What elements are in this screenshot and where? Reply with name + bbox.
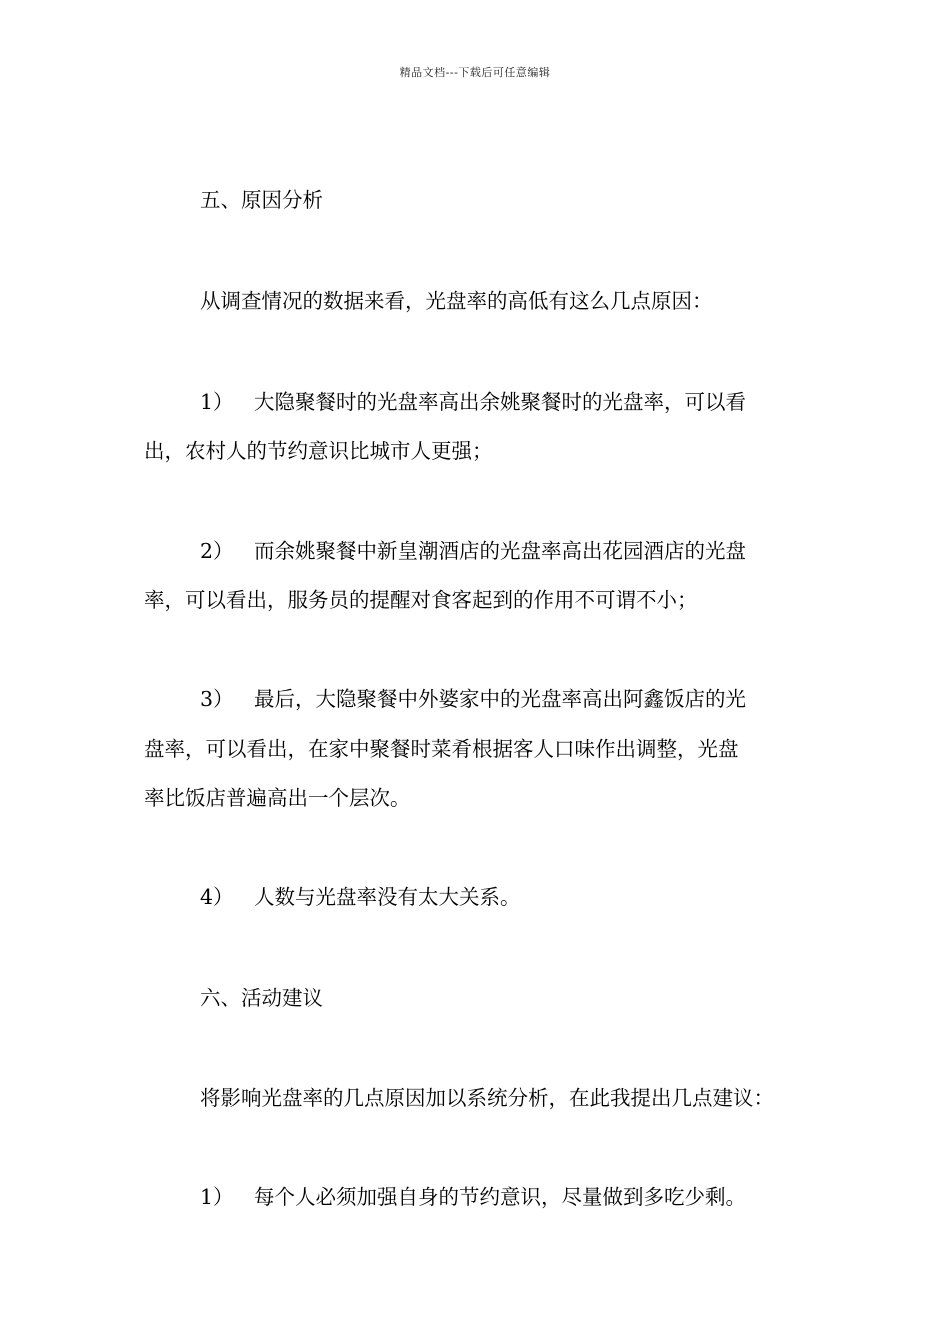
item-text: 每个人必须加强自身的节约意识，尽量做到多吃少剩。 [254, 1185, 746, 1209]
item-text: 而余姚聚餐中新皇潮酒店的光盘率高出花园酒店的光盘 [254, 539, 746, 563]
item-number: 4） [200, 885, 234, 909]
item-number: 1） [200, 1185, 234, 1209]
item-number: 3） [200, 687, 234, 711]
reason-item-2-continued: 率，可以看出，服务员的提醒对食客起到的作用不可谓不小； [144, 588, 698, 612]
reason-item-2 [200, 538, 746, 564]
reason-item-1-continued: 出，农村人的节约意识比城市人更强； [144, 439, 493, 463]
reason-item-3 [200, 686, 746, 712]
section-five-intro: 从调查情况的数据来看，光盘率的高低有这么几点原因： [200, 289, 713, 313]
section-five-title: 五、原因分析 [200, 188, 323, 212]
reason-item-3-continued: 盘率，可以看出，在家中聚餐时菜肴根据客人口味作出调整，光盘 [144, 737, 739, 761]
section-six-intro: 将影响光盘率的几点原因加以系统分析，在此我提出几点建议： [200, 1086, 774, 1110]
reason-item-4 [200, 884, 521, 910]
reason-item-3-continued-2: 率比饭店普遍高出一个层次。 [144, 786, 411, 810]
item-number: 2） [200, 539, 234, 563]
page-header: 精品文档---下载后可任意编辑 [399, 66, 551, 79]
item-text: 大隐聚餐时的光盘率高出余姚聚餐时的光盘率，可以看 [254, 390, 746, 414]
section-six-title: 六、活动建议 [200, 986, 323, 1010]
item-text: 人数与光盘率没有太大关系。 [254, 885, 521, 909]
reason-item-1 [200, 389, 746, 415]
item-text: 最后，大隐聚餐中外婆家中的光盘率高出阿鑫饭店的光 [254, 687, 746, 711]
item-number: 1） [200, 390, 234, 414]
suggestion-item-1 [200, 1184, 746, 1210]
